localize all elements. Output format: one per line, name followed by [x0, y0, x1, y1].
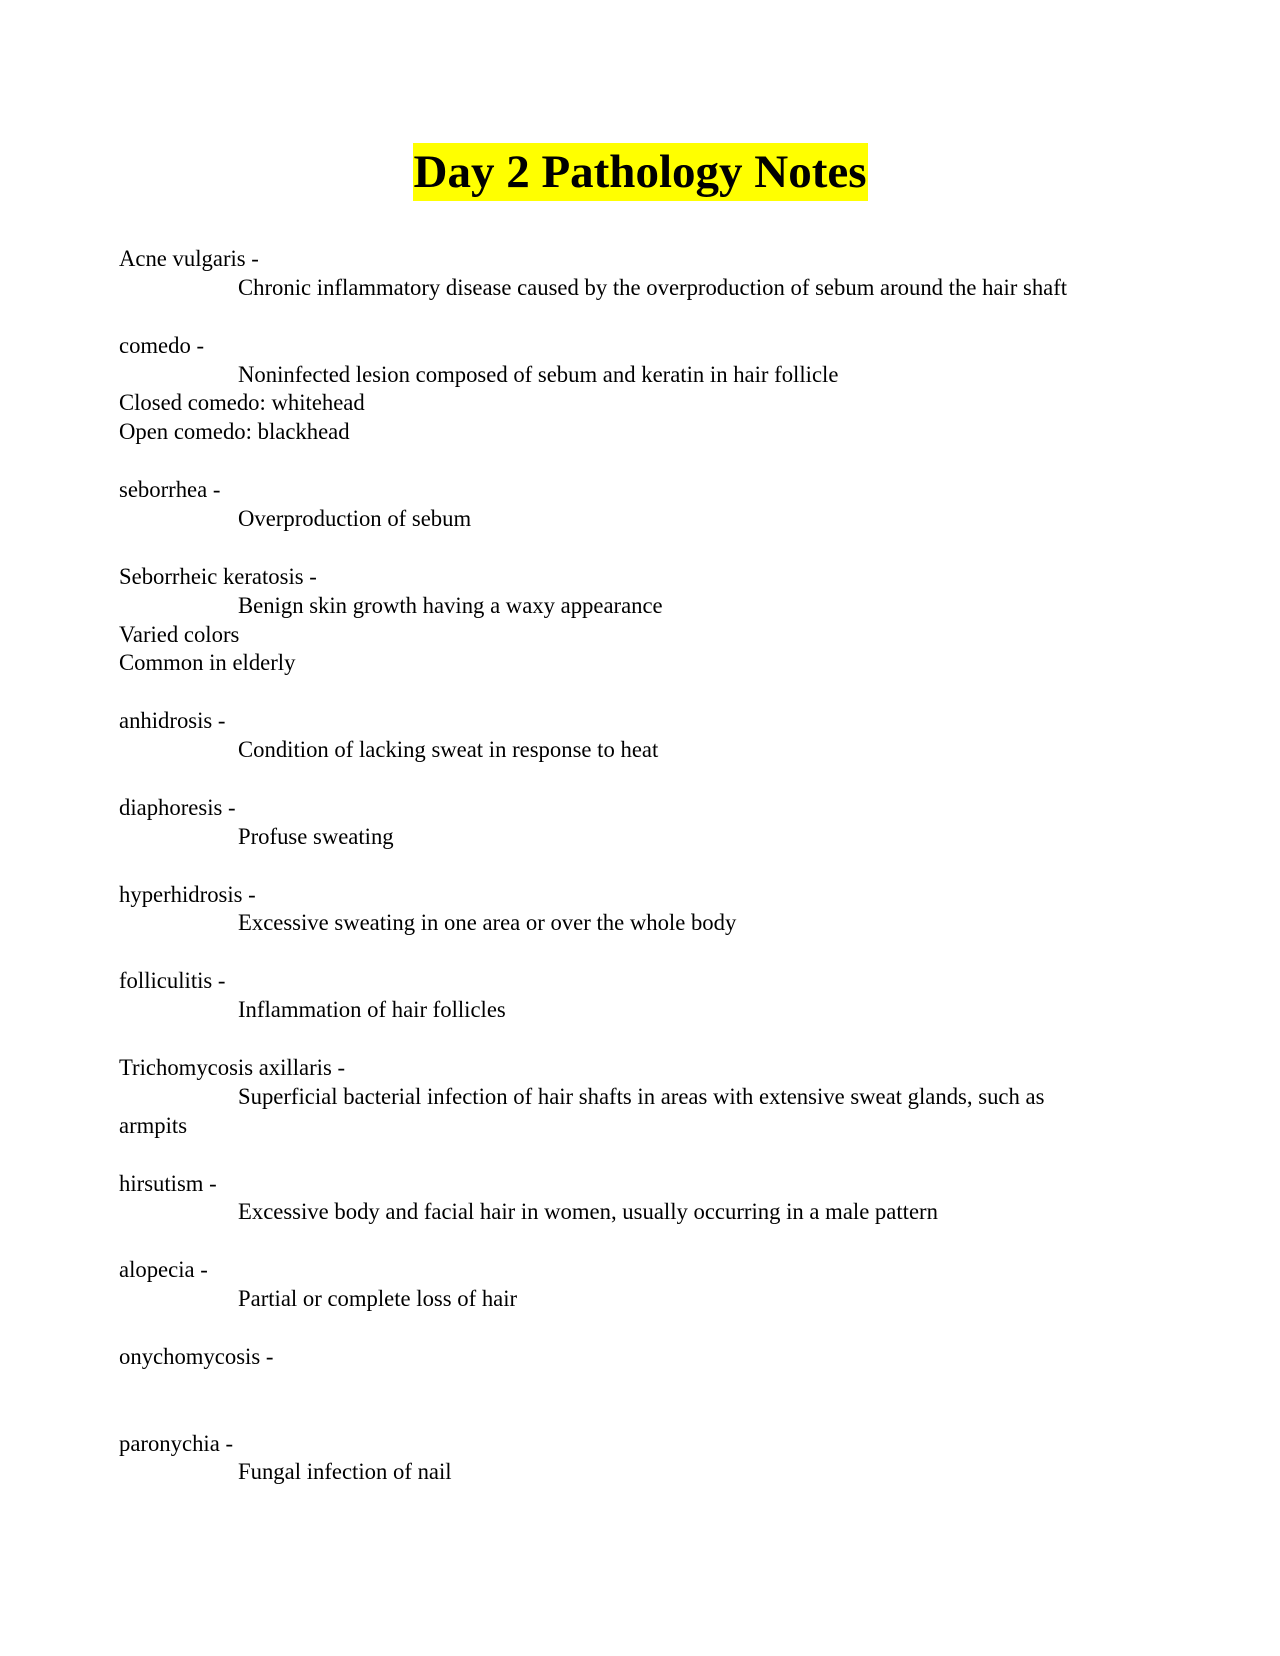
- term-folliculitis: folliculitis -: [119, 968, 226, 994]
- blank-line: [119, 765, 1164, 794]
- term-hirsutism: hirsutism -: [119, 1170, 217, 1196]
- definition-seborrheic-keratosis: Benign skin growth having a waxy appearance: [238, 592, 663, 618]
- term-trichomycosis-axillaris: Trichomycosis axillaris -: [119, 1054, 346, 1080]
- blank-line: [119, 1314, 1164, 1343]
- blank-line: [119, 303, 1164, 332]
- definition-hyperhidrosis: Excessive sweating in one area or over the whole body: [238, 910, 737, 936]
- blank-line: [119, 447, 1164, 476]
- term-hyperhidrosis: hyperhidrosis -: [119, 881, 256, 907]
- term-onychomycosis: onychomycosis -: [119, 1343, 274, 1369]
- title-container: [0, 143, 1280, 201]
- blank-line: [119, 1227, 1164, 1256]
- blank-line: [119, 534, 1164, 563]
- definition-acne-vulgaris: Chronic inflammatory disease caused by the overproduction of sebum around the hair shaft: [238, 274, 1068, 300]
- definition-anhidrosis: Condition of lacking sweat in response to heat: [238, 737, 659, 763]
- blank-line: [119, 1401, 1164, 1430]
- definition-hirsutism: Excessive body and facial hair in women, usually occurring in a male pattern: [238, 1199, 938, 1225]
- document-body: [119, 245, 1164, 1487]
- term-alopecia: alopecia -: [119, 1257, 208, 1283]
- blank-line: [119, 938, 1164, 967]
- term-comedo: comedo -: [119, 332, 205, 358]
- definition-trichomycosis-axillaris-continued: armpits: [119, 1112, 188, 1138]
- blank-line: [119, 1025, 1164, 1054]
- term-diaphoresis: diaphoresis -: [119, 794, 236, 820]
- blank-line: [119, 678, 1164, 707]
- term-acne-vulgaris: Acne vulgaris -: [119, 246, 259, 271]
- definition-paronychia: Fungal infection of nail: [238, 1459, 452, 1485]
- blank-line: [119, 852, 1164, 881]
- definition-folliculitis: Inflammation of hair follicles: [238, 997, 506, 1023]
- term-paronychia: paronychia -: [119, 1430, 234, 1456]
- page-title: Day 2 Pathology Notes: [413, 143, 868, 201]
- note-common-in-elderly: Common in elderly: [119, 650, 296, 676]
- note-varied-colors: Varied colors: [119, 621, 240, 647]
- blank-line: [119, 1141, 1164, 1170]
- definition-onychomycosis: [119, 1372, 1164, 1401]
- note-closed-comedo: Closed comedo: whitehead: [119, 390, 365, 416]
- definition-alopecia: Partial or complete loss of hair: [238, 1286, 518, 1312]
- term-seborrhea: seborrhea -: [119, 477, 221, 503]
- term-anhidrosis: anhidrosis -: [119, 708, 226, 734]
- definition-comedo: Noninfected lesion composed of sebum and keratin in hair follicle: [238, 361, 839, 387]
- term-seborrheic-keratosis: Seborrheic keratosis -: [119, 563, 317, 589]
- definition-seborrhea: Overproduction of sebum: [238, 506, 472, 532]
- note-open-comedo: Open comedo: blackhead: [119, 419, 350, 445]
- definition-trichomycosis-axillaris: Superficial bacterial infection of hair shafts in areas with extensive sweat glands, such as: [238, 1083, 1045, 1109]
- definition-diaphoresis: Profuse sweating: [238, 823, 394, 849]
